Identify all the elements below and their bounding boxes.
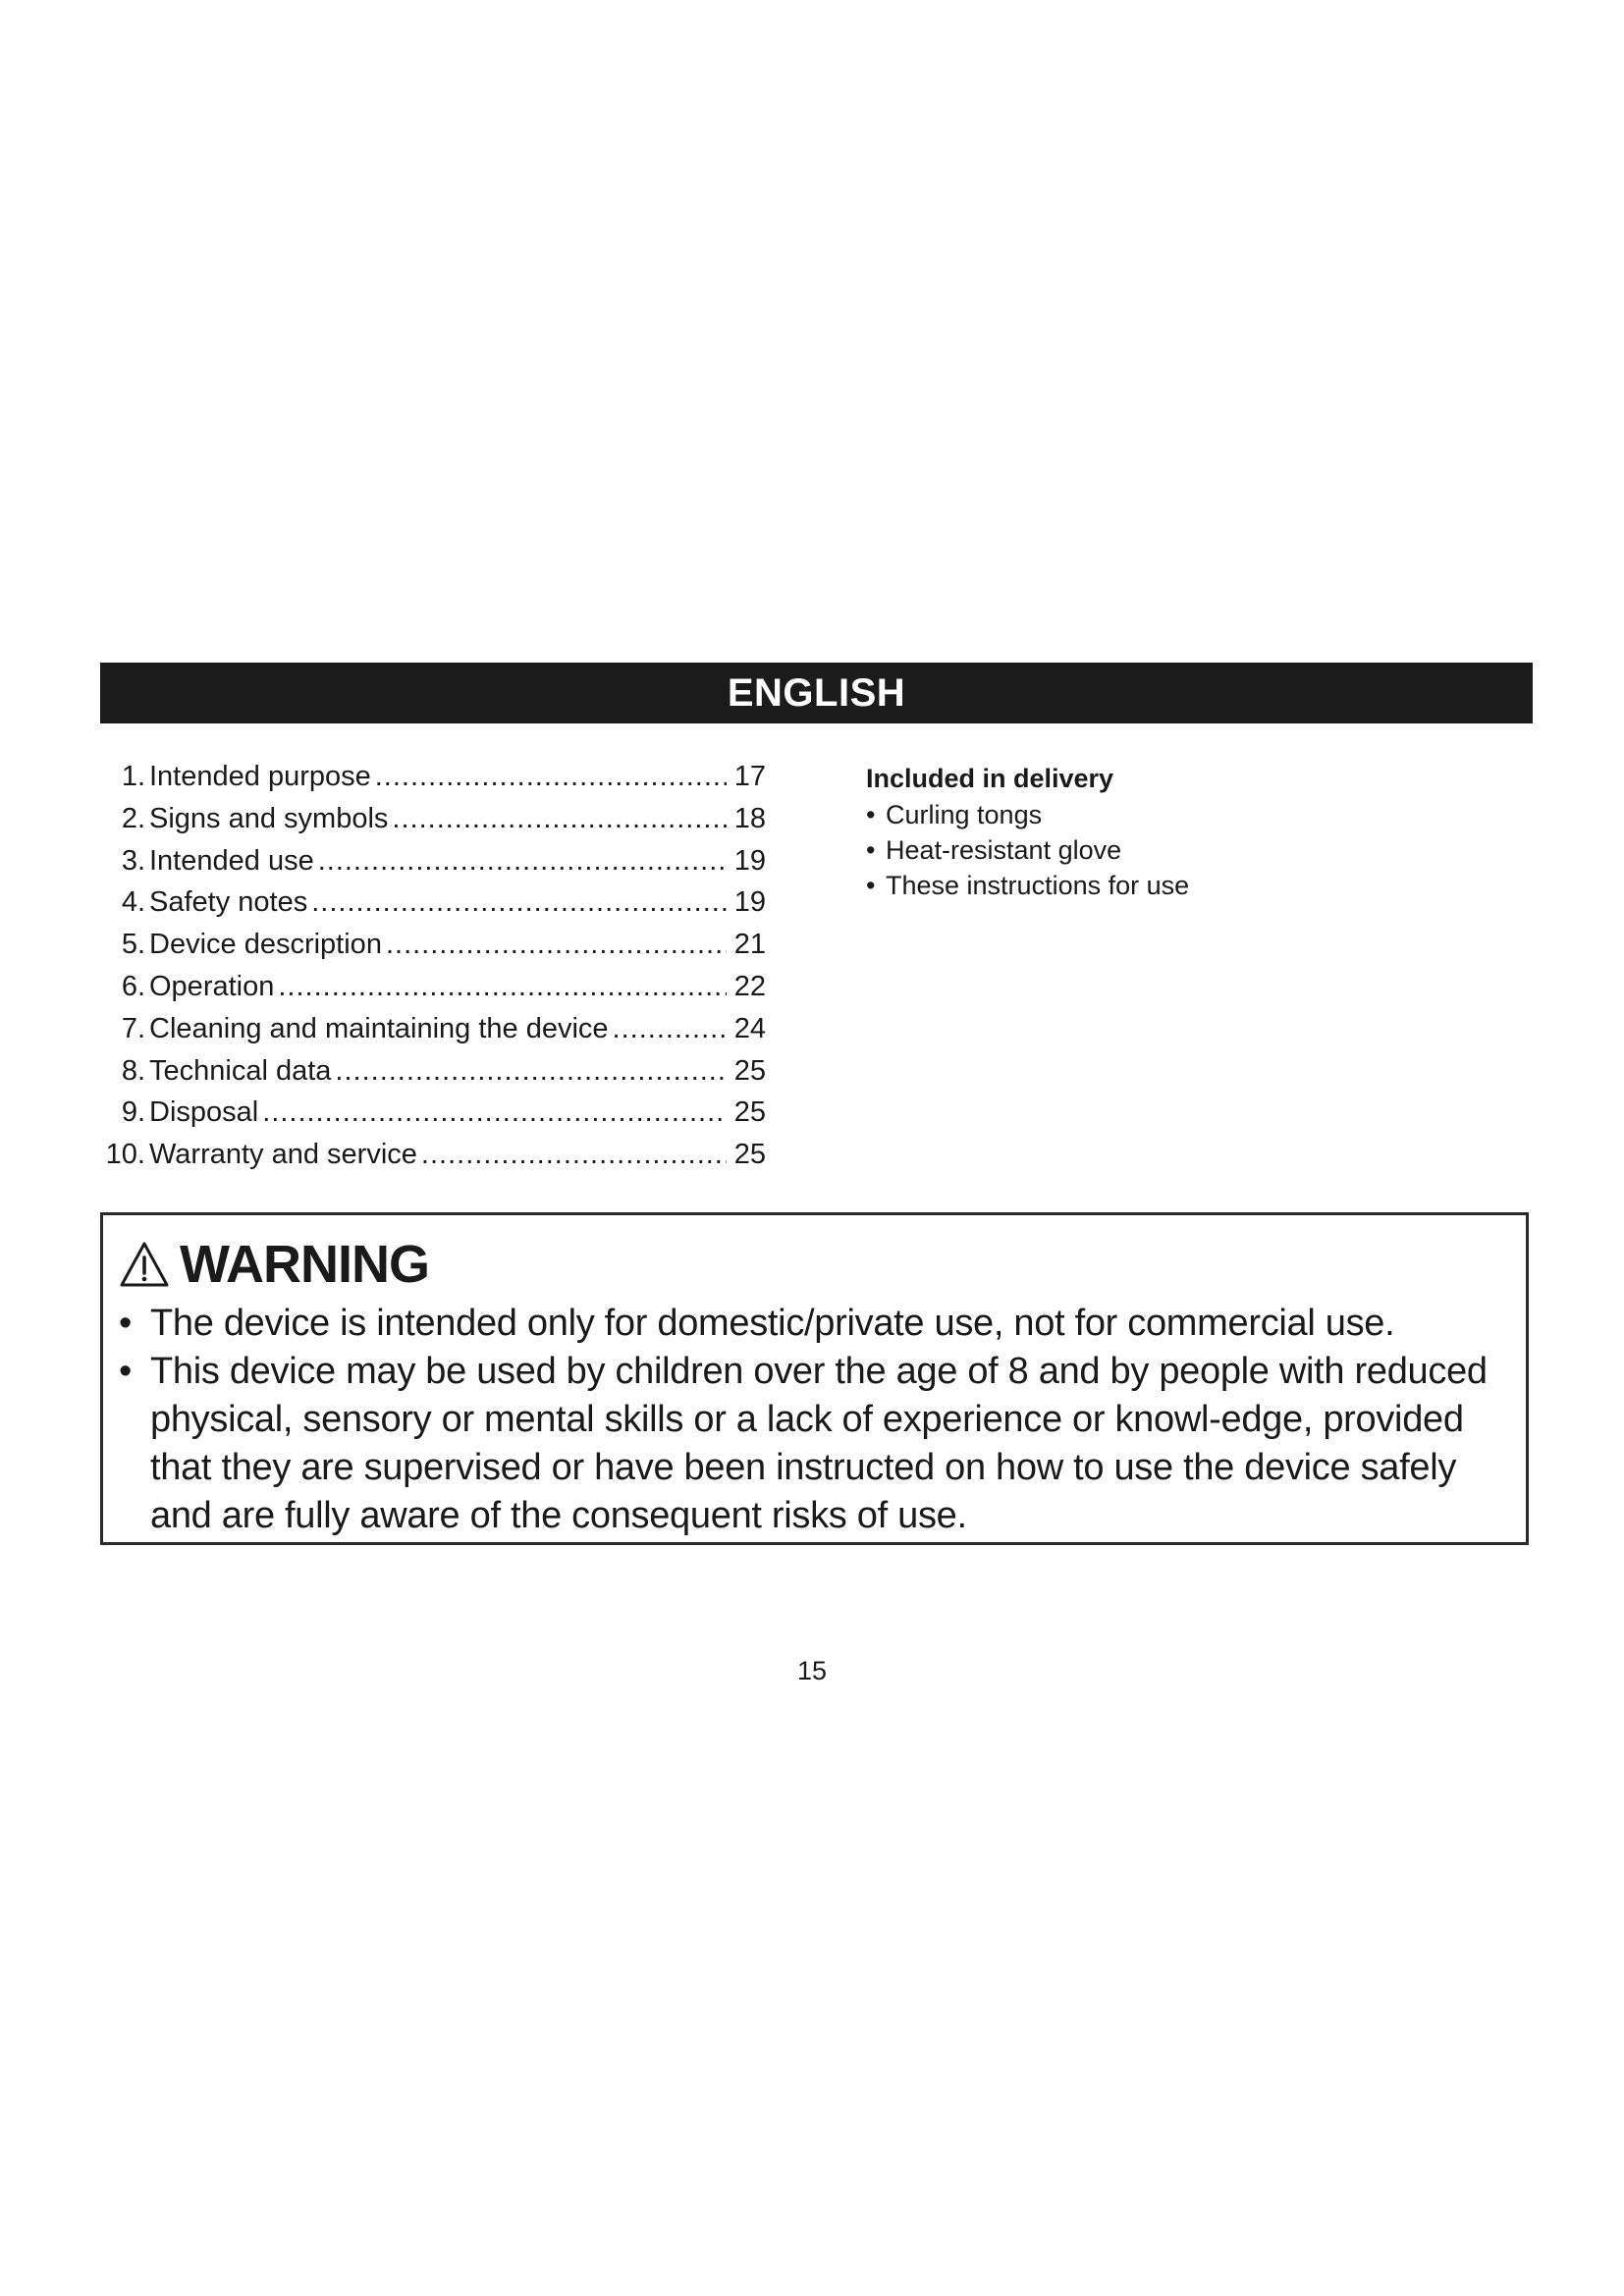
toc-entry-title: Signs and symbols: [149, 802, 389, 834]
toc-entry-title: Disposal: [149, 1096, 259, 1129]
toc-entry-page: 24: [733, 1012, 766, 1044]
toc-entry[interactable]: [96, 1050, 766, 1093]
toc-entry-title: Operation: [149, 970, 275, 1002]
toc-entry-number: 3.: [121, 844, 145, 877]
toc-entry-page: 18: [733, 802, 766, 834]
toc-entry-title: Intended purpose: [149, 761, 371, 792]
toc-dot-leader: [335, 1050, 727, 1093]
toc-dot-leader: [392, 798, 727, 840]
warning-heading: [119, 1233, 429, 1296]
toc-entry-page: 22: [733, 970, 766, 1002]
toc-entry-number: 4.: [121, 886, 145, 919]
warning-item: • This device may be used by children over the age of 8 and by people with reduced physical, sensory or mental skills or a lack of experience or knowl-edge, provided that they are supervised or have been instructed on how to use the device safely and are fully aware of the consequent risks of use.: [117, 1348, 1521, 1540]
delivery-contents-section: [866, 760, 1377, 903]
toc-entry-page: 19: [733, 844, 766, 877]
toc-entry-title: Safety notes: [149, 886, 308, 919]
page-number: 15: [796, 1656, 828, 1685]
toc-entry-page: 17: [733, 761, 766, 792]
toc-entry-page: 25: [733, 1054, 766, 1087]
toc-dot-leader: [386, 924, 727, 966]
toc-dot-leader: [278, 966, 727, 1008]
toc-entry-number: 1.: [121, 761, 145, 792]
delivery-item: • Curling tongs: [866, 797, 1377, 832]
delivery-item: • Heat-resistant glove: [866, 832, 1377, 868]
toc-entry-number: 10.: [105, 1139, 145, 1171]
toc-entry[interactable]: [96, 924, 766, 966]
warning-triangle-icon: [119, 1241, 170, 1288]
toc-entry-title: Intended use: [149, 844, 314, 877]
delivery-list: [866, 797, 1377, 903]
toc-entry-number: 7.: [121, 1012, 145, 1044]
toc-entry-title: Warranty and service: [149, 1139, 417, 1171]
toc-entry[interactable]: [96, 1008, 766, 1050]
toc-entry[interactable]: [96, 756, 766, 798]
warning-item: • The device is intended only for domestic/private use, not for commercial use.: [117, 1300, 1521, 1348]
toc-entry-page: 19: [733, 886, 766, 919]
toc-dot-leader: [311, 881, 727, 924]
delivery-item: • These instructions for use: [866, 868, 1377, 903]
toc-entry[interactable]: [96, 840, 766, 882]
warning-list: [117, 1300, 1521, 1540]
toc-entry-number: 2.: [121, 802, 145, 834]
toc-entry-page: 25: [733, 1139, 766, 1171]
toc-entry-title: Technical data: [149, 1054, 332, 1087]
toc-entry-number: 5.: [121, 929, 145, 961]
toc-dot-leader: [375, 756, 727, 798]
language-title: ENGLISH: [727, 670, 906, 715]
toc-entry[interactable]: [96, 1092, 766, 1134]
delivery-heading: Included in delivery: [866, 764, 1114, 793]
toc-entry-number: 8.: [121, 1054, 145, 1087]
toc-dot-leader: [318, 840, 727, 882]
warning-box: [100, 1212, 1529, 1545]
toc-dot-leader: [613, 1008, 727, 1050]
toc-entry-page: 25: [733, 1096, 766, 1129]
toc-entry[interactable]: [96, 966, 766, 1008]
toc-entry-page: 21: [733, 929, 766, 961]
toc-entry-title: Device description: [149, 929, 382, 961]
language-header-bar: [100, 663, 1533, 723]
toc-entry[interactable]: [96, 1134, 766, 1176]
toc-entry[interactable]: [96, 881, 766, 924]
warning-title: WARNING: [180, 1235, 429, 1294]
toc-dot-leader: [262, 1092, 727, 1134]
toc-dot-leader: [421, 1134, 727, 1176]
toc-entry-number: 6.: [121, 970, 145, 1002]
toc-entry-title: Cleaning and maintaining the device: [149, 1012, 609, 1044]
toc-entry[interactable]: [96, 798, 766, 840]
table-of-contents: [96, 756, 766, 1176]
toc-entry-number: 9.: [121, 1096, 145, 1129]
